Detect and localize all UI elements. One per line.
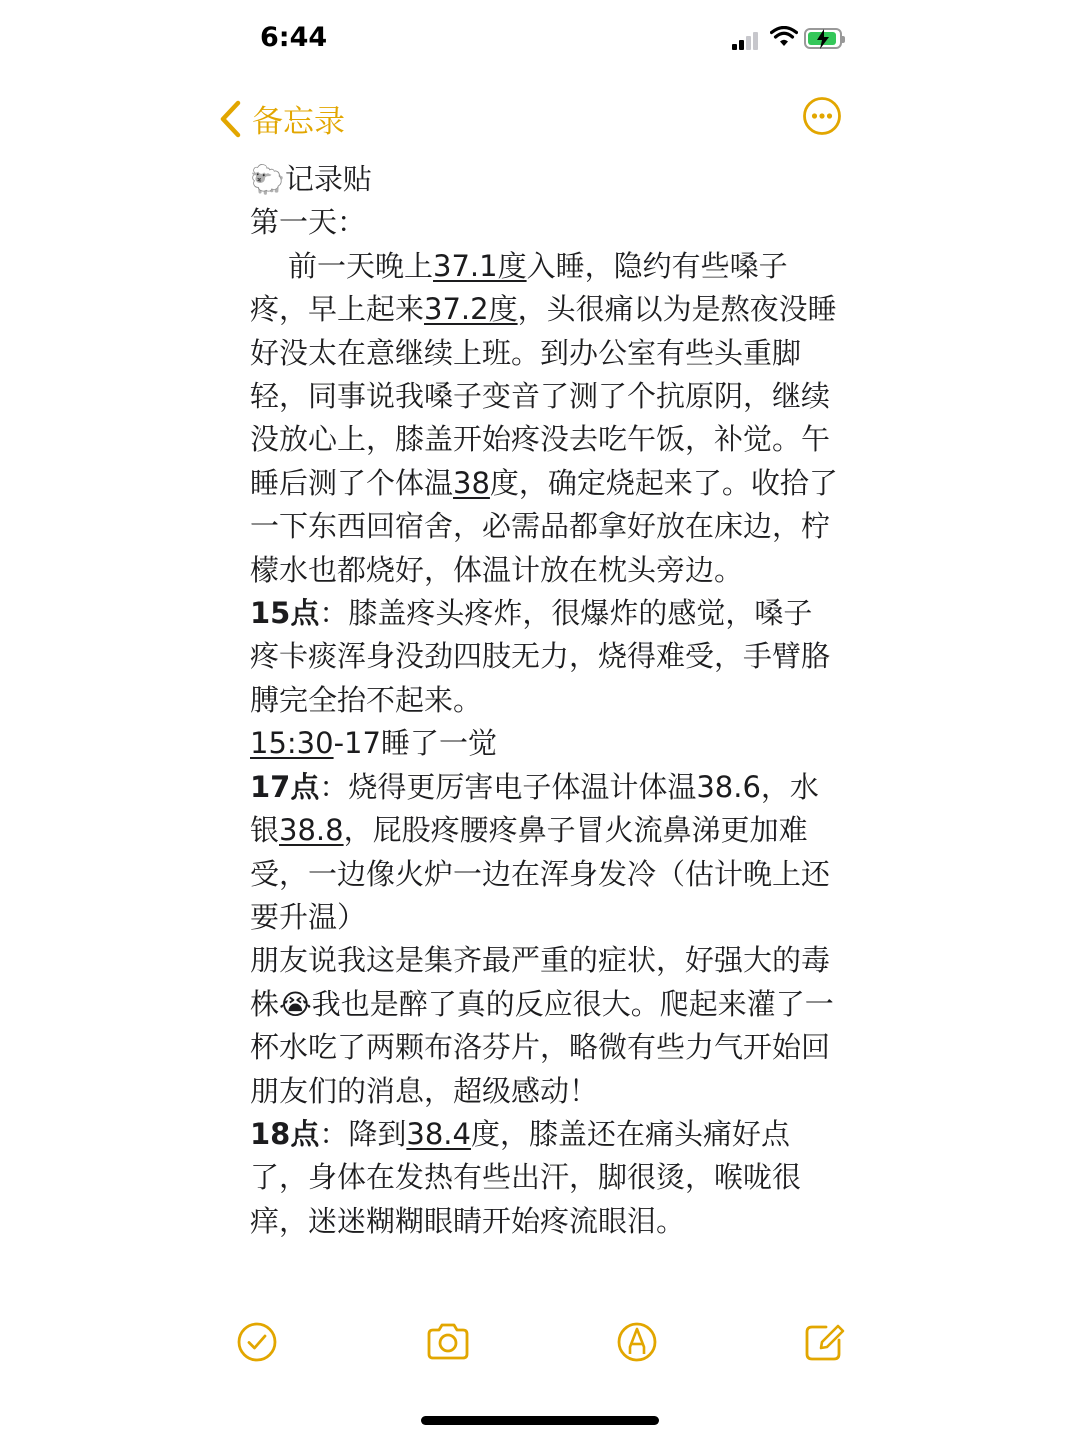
- camera-icon[interactable]: [425, 1320, 471, 1364]
- cellular-signal-icon: [732, 32, 764, 50]
- entry-17: 17点：烧得更厉害电子体温计体温38.6，水银38.8，屁股疼腰疼鼻子冒火流鼻涕更加难受，一边像火炉一边在浑身发冷（估计晚上还要升温）: [250, 769, 831, 934]
- home-indicator[interactable]: [421, 1416, 659, 1425]
- crying-emoji: 😭: [279, 987, 312, 1021]
- day-heading: 第一天：: [250, 205, 367, 240]
- note-body[interactable]: [250, 158, 840, 1243]
- entry-18: 18点：降到38.4度，膝盖还在痛头痛好点了，身体在发热有些出汗，脚很烫，喉咙很痒，迷迷糊糊眼睛开始疼流眼泪。: [250, 1116, 802, 1238]
- status-time: 6:44: [260, 22, 328, 53]
- entry-1530: 15:30-17睡了一觉: [250, 726, 497, 761]
- entry-15: 15点：膝盖疼头疼炸，很爆炸的感觉，嗓子疼卡痰浑身没劲四肢无力，烧得难受，手臂胳膊完全抬不起来。: [250, 596, 831, 717]
- sheep-emoji: 🐑: [250, 163, 285, 196]
- friend-paragraph: 朋友说我这是集齐最严重的症状，好强大的毒株😭我也是醉了真的反应很大。爬起来灌了一杯水吃了两颗布洛芬片，略微有些力气开始回朋友们的消息，超级感动！: [250, 943, 834, 1108]
- note-title: 🐑记录贴: [250, 162, 372, 196]
- markup-pen-icon[interactable]: [615, 1320, 659, 1364]
- more-options-button[interactable]: [802, 96, 842, 136]
- back-label: 备忘录: [252, 104, 345, 140]
- wifi-icon: [770, 26, 798, 48]
- battery-charging-icon: [804, 28, 842, 49]
- chevron-left-icon: [218, 99, 242, 139]
- bottom-toolbar: [0, 1320, 1080, 1380]
- checklist-icon[interactable]: [235, 1320, 279, 1364]
- back-button[interactable]: [218, 96, 345, 141]
- paragraph-day-one: 前一天晚上37.1度入睡，隐约有些嗓子疼，早上起来37.2度，头很痛以为是熬夜没睡好没太在意继续上班。到办公室有些头重脚轻，同事说我嗓子变音了测了个抗原阴，继续没放心上，膝盖开始疼没去吃午饭，补觉。午睡后测了个体温38度，确定烧起来了。收拾了一下东西回宿舍，必需品都拿好放在床边，柠檬水也都烧好，体温计放在枕头旁边。: [250, 248, 838, 587]
- compose-icon[interactable]: [802, 1320, 846, 1364]
- status-bar: [0, 0, 1080, 80]
